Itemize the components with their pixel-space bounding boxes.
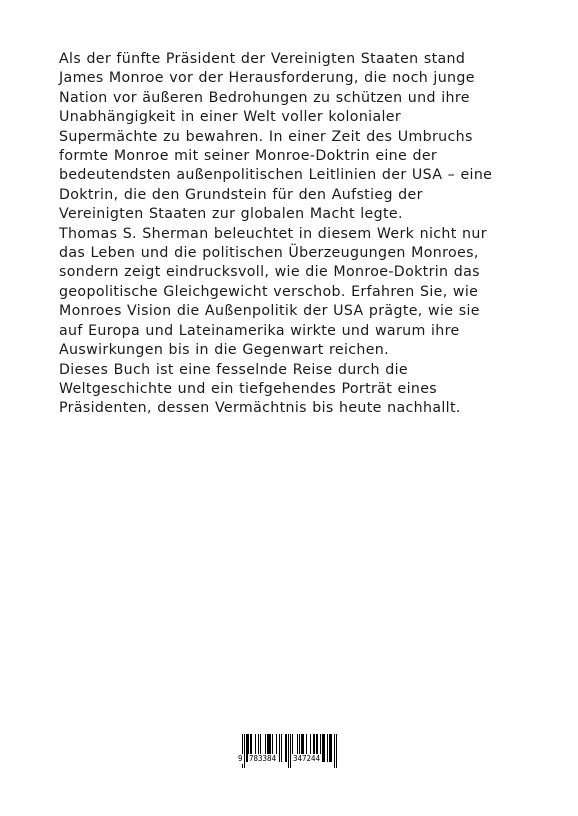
text-line: das Leben und die politischen Überzeugungen Monroes,	[59, 245, 479, 262]
text-line: Supermächte zu bewahren. In einer Zeit des Umbruchs	[59, 128, 473, 145]
text-line: Als der fünfte Präsident der Vereinigten Staaten stand	[59, 51, 466, 67]
text-line: Auswirkungen bis in die Gegenwart reichen.	[59, 342, 390, 359]
barcode-right-group: 347244	[293, 754, 321, 763]
text-line: James Monroe vor der Herausforderung, die noch junge	[59, 70, 475, 87]
blurb-text	[59, 50, 529, 419]
text-line: Weltgeschichte und ein tiefgehendes Porträt eines	[59, 380, 438, 397]
barcode-first-digit: 9	[238, 754, 243, 763]
text-line: auf Europa und Lateinamerika wirkte und warum ihre	[59, 322, 460, 339]
text-line: Nation vor äußeren Bedrohungen zu schützen und ihre	[59, 89, 470, 106]
barcode-left-group: 783384	[249, 754, 277, 763]
text-line: Unabhängigkeit in einer Welt voller kolonialer	[59, 109, 402, 126]
text-line: Dieses Buch ist eine fesselnde Reise durch die	[59, 361, 408, 378]
paragraph-2	[59, 225, 529, 361]
barcode-digits	[238, 754, 340, 766]
text-line: bedeutendsten außenpolitischen Leitlinien der USA – eine	[59, 167, 493, 184]
text-line: Vereinigten Staaten zur globalen Macht legte.	[59, 206, 403, 223]
paragraph-3	[59, 361, 529, 419]
text-line: geopolitische Gleichgewicht verschob. Erfahren Sie, wie	[59, 283, 479, 300]
text-line: sondern zeigt eindrucksvoll, wie die Monroe-Doktrin das	[59, 264, 480, 281]
text-line: Thomas S. Sherman beleuchtet in diesem Werk nicht nur	[59, 225, 487, 242]
text-line: Präsidenten, dessen Vermächtnis bis heute nachhallt.	[59, 400, 461, 417]
text-line: formte Monroe mit seiner Monroe-Doktrin eine der	[59, 148, 438, 165]
paragraph-1	[59, 50, 529, 225]
text-line: Monroes Vision die Außenpolitik der USA prägte, wie sie	[59, 303, 480, 320]
text-line: Doktrin, die den Grundstein für den Aufstieg der	[59, 186, 423, 203]
